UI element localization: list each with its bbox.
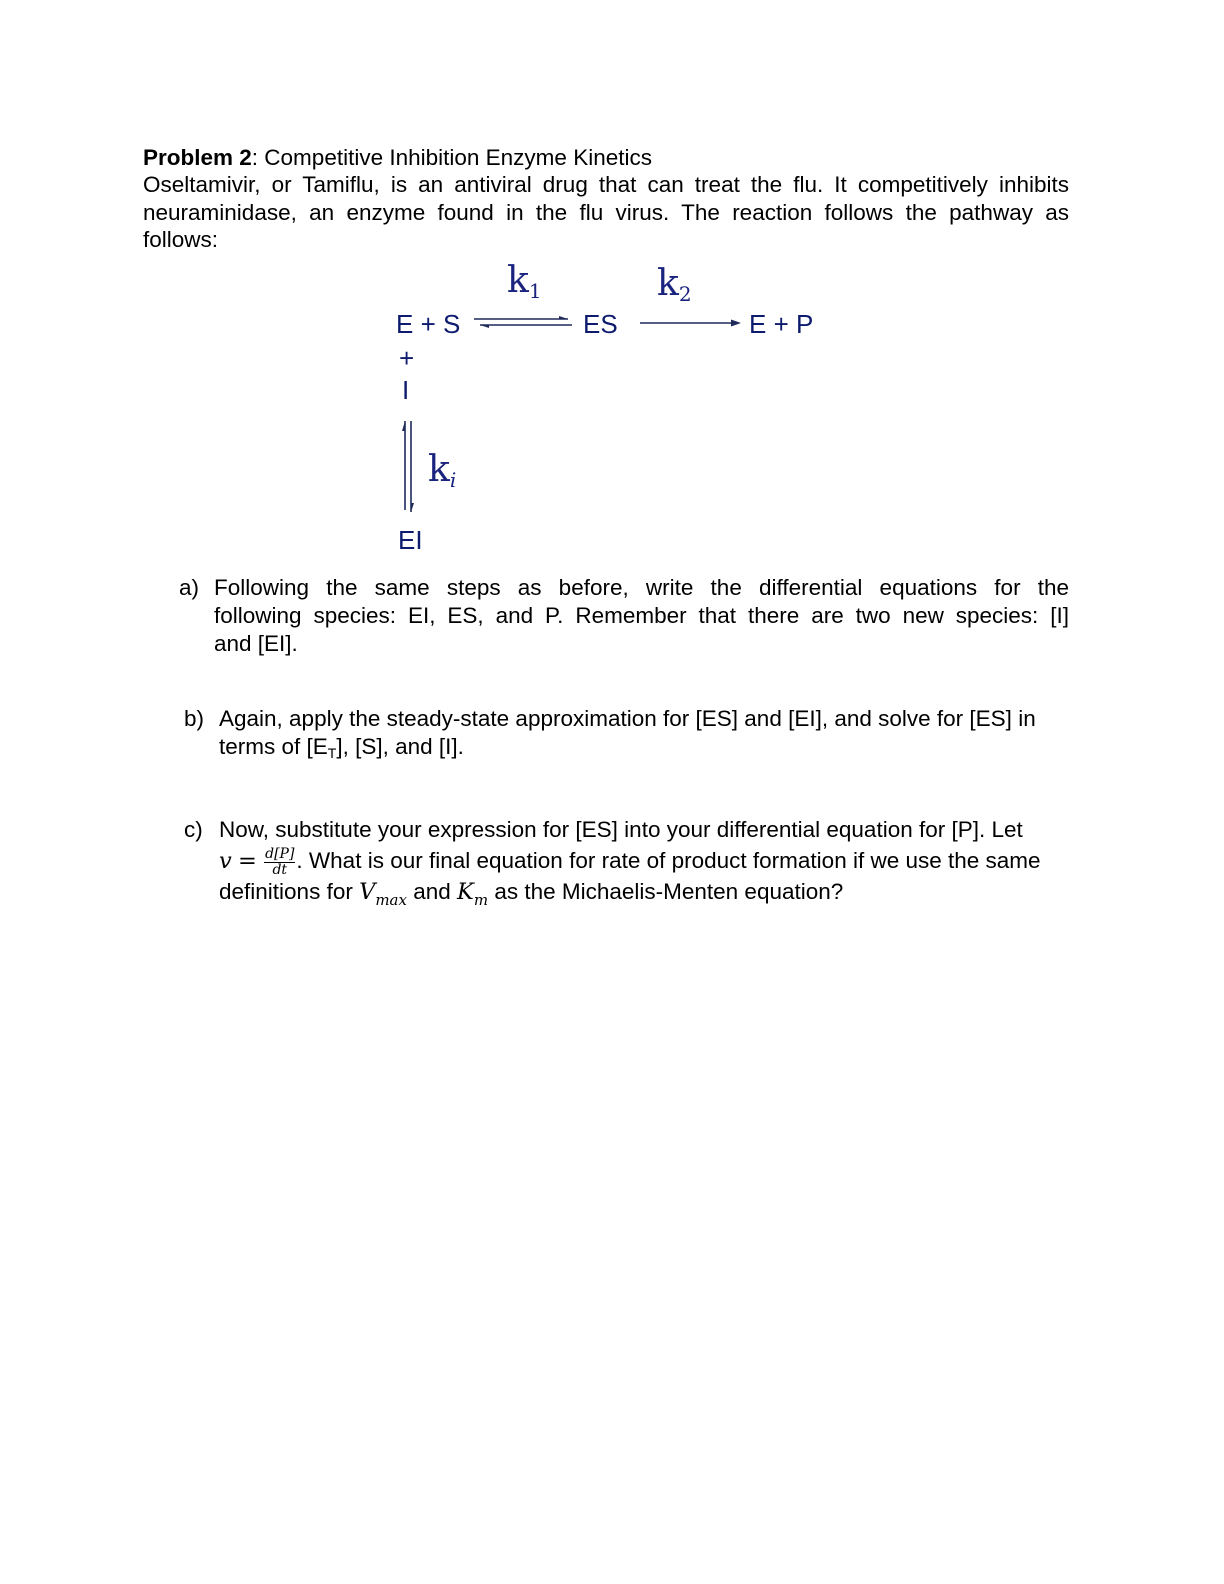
question-a-line: Following the same steps as before, write the differential equations for the (214, 575, 1069, 600)
question-c-label: c) (184, 817, 203, 842)
question-b-text (219, 705, 1076, 767)
equilibrium-arrow-es (474, 316, 572, 328)
rate-constant-k1: $k_1$ (507, 260, 542, 303)
question-c-line: Now, substitute your expression for [ES] into your differential equation for [P]. Let (219, 817, 1023, 842)
rate-constant-k2: $k_2$ (657, 263, 692, 306)
vmax-symbol: $V_{max}$ (359, 879, 407, 909)
complex-es-label: ES (583, 309, 618, 339)
question-b-label: b) (184, 706, 205, 731)
question-c (184, 816, 1076, 916)
km-symbol: $K_m$ (457, 879, 489, 909)
question-b-line: Again, apply the steady-state approximation for [ES] and [EI], and solve for [ES] in (219, 706, 1036, 731)
forward-arrow-product (640, 320, 741, 327)
products-label: E + P (749, 309, 814, 339)
intro-line: Oseltamivir, or Tamiflu, is an antiviral drug that can treat the flu. It competitively inhibits (143, 172, 1069, 197)
question-a (179, 574, 1069, 664)
intro-line: neuraminidase, an enzyme found in the flu virus. The reaction follows the pathway as (143, 199, 1069, 225)
question-b (184, 705, 1076, 767)
intro-line: follows: (143, 227, 219, 252)
problem-label: Problem 2 (143, 145, 252, 170)
equilibrium-arrow-ei (402, 421, 414, 512)
question-b-line: terms of [ET], [S], and [I]. (219, 734, 464, 761)
question-c-line: definitions for $V_{max}$ and $K_m$ as the Michaelis-Menten equation? (219, 879, 844, 909)
plus-sign: + (399, 343, 415, 373)
reactants-label: E + S (396, 309, 461, 339)
question-a-line: and [EI]. (214, 631, 298, 656)
velocity-symbol: v (219, 848, 232, 874)
question-c-text (219, 816, 1076, 914)
rate-constant-ki: $k_i$ (428, 449, 457, 492)
question-a-text (214, 574, 1069, 658)
rate-fraction: $\frac{d[P]}{dt}$ (265, 845, 295, 878)
question-a-label: a) (179, 575, 200, 600)
complex-ei-label: EI (398, 525, 423, 555)
question-a-line: following species: EI, ES, and P. Remember that there are two new species: [I] (214, 603, 1069, 628)
question-c-line: v = $\frac{d[P]}{dt}$ . What is our final equation for rate of product formation if we use the same (219, 845, 1041, 878)
problem-title-text: : Competitive Inhibition Enzyme Kinetics (251, 145, 652, 170)
inhibitor-label: I (402, 375, 410, 405)
